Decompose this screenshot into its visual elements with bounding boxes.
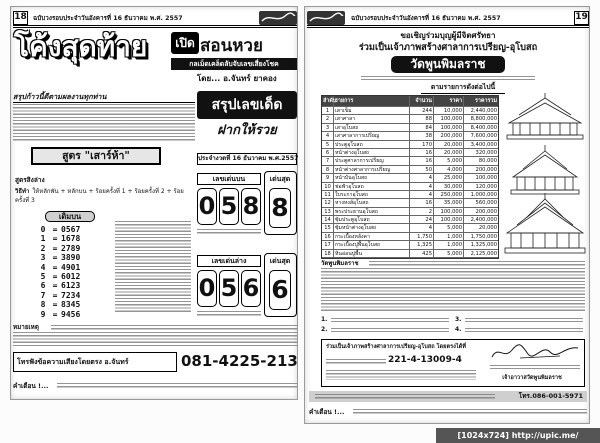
article-lead: สรุปก้าวนี้ดีตามผลงานทุกท่าน	[13, 91, 195, 103]
newspaper-logo	[307, 11, 345, 25]
list-item-number: 3.	[455, 316, 462, 323]
table-cell: 84	[410, 124, 434, 132]
table-row	[322, 183, 498, 191]
row-value: 6012	[61, 271, 81, 281]
table-cell: 14	[322, 216, 334, 224]
donation-headline: ร่วมเป็นเจ้าภาพสร้างศาลาการเปรียญ-อุโบสถ	[358, 42, 538, 53]
headline-title: โค้งสุดท้าย	[14, 30, 148, 63]
table-cell: ซุ้มประตูอุโบสถ	[334, 216, 410, 224]
table-row	[322, 132, 498, 140]
table-cell: 8,800,000	[470, 116, 497, 123]
table-cell: 12	[322, 199, 334, 207]
illegible-account-name	[326, 370, 476, 380]
bottom-number-label: เลขเด่นล่าง	[197, 255, 261, 267]
top-best-box	[264, 171, 297, 235]
table-header-cell: รายการ	[334, 96, 410, 107]
equals-sign: =	[52, 271, 58, 281]
table-cell: 2	[322, 115, 334, 123]
page-number: 18	[13, 11, 28, 25]
table-cell: 5,000	[434, 224, 464, 232]
table-cell: 3,400,000	[470, 141, 497, 148]
illegible-signer-name	[490, 365, 580, 369]
table-row	[322, 107, 498, 115]
equals-sign: =	[52, 281, 58, 291]
bottom-digit: 0	[197, 270, 217, 307]
illegible-list-item	[465, 318, 583, 322]
summary-subtitle: ฝากให้รวย	[217, 123, 277, 138]
table-cell: 20,000	[478, 225, 497, 232]
table-cell: 4	[410, 183, 434, 191]
table-cell: 3	[322, 124, 334, 132]
illegible-top-caption	[197, 229, 261, 234]
table-row	[37, 263, 111, 272]
table-cell: 20,000	[434, 141, 464, 149]
table-cell: เสาศาลา	[334, 115, 410, 123]
table-cell: 8	[322, 166, 334, 174]
table-cell: 7,600,000	[470, 133, 497, 140]
table-cell: 11	[322, 191, 334, 199]
table-cell: เสาเข็ม	[334, 107, 410, 115]
warning-label: คำเตือน !...	[309, 408, 345, 416]
table-cell: 5,000	[434, 250, 464, 258]
row-value: 8345	[61, 300, 81, 310]
table-row	[322, 141, 498, 149]
table-cell: 50	[410, 166, 434, 174]
table-cell: 200,000	[475, 166, 497, 173]
digit-table-title: เดิมบน	[45, 211, 95, 222]
bottom-number-digits	[197, 270, 261, 307]
illegible-warning-text	[353, 409, 587, 415]
draw-date: ประจำงวดที่ 16 ธันวาคม พ.ศ.2557	[197, 153, 297, 165]
donation-box	[321, 339, 585, 387]
formula-subtitle: สูตรสิงล่าง	[15, 176, 45, 184]
table-cell: ใบระกาอุโบสถ	[334, 191, 410, 199]
issue-date-header: ฉบับวงรอบประจำวันอังคารที่ 16 ธันวาคม พ.ศ. 2557	[33, 15, 183, 22]
row-key: 9	[40, 309, 46, 319]
image-host-watermark: [1024x724] http://upic.me/	[436, 428, 600, 443]
illegible-address	[361, 76, 535, 80]
table-row	[37, 225, 111, 234]
table-cell: 16	[410, 157, 434, 165]
table-cell: 17	[322, 241, 334, 249]
illegible-bank-name	[326, 359, 386, 364]
right-newspaper-page	[304, 6, 590, 424]
pavilion-illustration	[511, 145, 579, 194]
table-cell: กระเบื้องหลังคา	[334, 233, 410, 241]
row-value: 6123	[61, 281, 81, 291]
row-value: 3890	[61, 253, 81, 263]
top-digit: 0	[197, 188, 217, 225]
newspaper-logo	[259, 11, 297, 25]
top-number-digits	[197, 188, 261, 225]
phone-label: โทรฟังข้อความเสียงโดยตรง อ.จันทร์	[13, 352, 177, 372]
table-cell: 2	[410, 208, 434, 216]
illegible-story-text	[369, 261, 585, 266]
equals-sign: =	[52, 262, 58, 272]
table-cell: 8,400,000	[470, 124, 497, 131]
table-cell: 38	[410, 132, 434, 140]
table-cell: 1,750,000	[470, 233, 497, 240]
top-best-digit: 8	[269, 188, 291, 228]
contact-phone: โทร.086-001-5971	[518, 392, 583, 400]
table-cell: 7	[322, 157, 334, 165]
table-cell: 100,000	[434, 208, 464, 216]
temple-illustrations	[503, 93, 587, 257]
summary-title: สรุปเลขเด็ด	[197, 91, 297, 119]
table-cell: ช่อฟ้าอุโบสถ	[334, 183, 410, 191]
table-cell: 18	[322, 250, 334, 258]
donation-heading: ร่วมเป็นเจ้าภาพสร้างศาลาการเปรียญ-อุโบสถ โดยตรงได้ที่	[326, 344, 466, 350]
ubosot-illustration	[505, 193, 585, 253]
issue-date-header: ฉบับวงรอบประจำวันอังคารที่ 16 ธันวาคม พ.ศ. 2557	[351, 15, 501, 22]
table-row	[322, 233, 498, 241]
equals-sign: =	[52, 225, 58, 234]
table-cell: 1,750	[410, 233, 434, 241]
row-value: 1678	[61, 234, 81, 244]
list-title: ตามรายการดังต่อไปนี้	[421, 82, 505, 94]
table-cell: เสาอุโบสถ	[334, 124, 410, 132]
table-cell: 320,000	[475, 149, 497, 156]
table-row	[37, 281, 111, 290]
top-best-label: เด่นสุด	[269, 175, 291, 183]
illegible-story-text	[321, 268, 585, 312]
table-cell: 35,000	[434, 199, 464, 207]
illegible-formula-notes	[115, 221, 191, 313]
sala-illustration	[507, 93, 583, 139]
table-cell: หางหงส์อุโบสถ	[334, 199, 410, 207]
signer-role: เจ้าอาวาสวัดพูนพิมลราช	[502, 375, 562, 381]
table-row	[37, 300, 111, 309]
illegible-remark-text	[13, 332, 297, 348]
illegible-remark-text	[51, 325, 297, 330]
table-cell: 13	[322, 208, 334, 216]
table-row	[322, 157, 498, 165]
table-cell: 4	[410, 191, 434, 199]
row-value: 7234	[61, 290, 81, 300]
table-cell: เสาศาลาการเปรียญ	[334, 132, 410, 140]
table-row	[37, 272, 111, 281]
table-row	[322, 250, 498, 258]
digit-table	[37, 225, 111, 319]
table-cell: 24	[410, 216, 434, 224]
equals-sign: =	[52, 234, 58, 244]
row-key: 3	[40, 253, 46, 263]
table-row	[37, 310, 111, 319]
table-cell: 425	[410, 250, 434, 258]
author-byline: โดย... อ.จันทร์ ยาคอง	[197, 74, 277, 83]
row-key: 7	[40, 290, 46, 300]
table-cell: 80,000	[478, 158, 497, 165]
headline-tagline: กลเม็ดเคล็ดลับจับเลขเสี่ยงโชค	[171, 58, 297, 70]
table-cell: 1	[322, 107, 334, 115]
table-cell: 100,000	[434, 115, 464, 123]
illegible-contact-text	[315, 394, 495, 399]
table-row	[322, 174, 498, 182]
warning-label: คำเตือน !...	[13, 382, 49, 390]
table-cell: ประตูศาลาการเปรียญ	[334, 157, 410, 165]
row-key: 0	[40, 225, 46, 234]
table-cell: 100,000	[434, 124, 464, 132]
remark-label: หมายเหตุ	[13, 324, 39, 331]
table-cell: 5,000	[434, 157, 464, 165]
table-cell: 1,325	[410, 241, 434, 249]
bottom-best-label: เด่นสุด	[269, 257, 291, 265]
story-lead: วัดพูนพิมลราช	[321, 260, 359, 267]
table-row	[322, 124, 498, 132]
method-text: ให้หลักพัน + หลักบน + ร้อยครั้งที่ 1 + ร้อยครั้งที่ 2 + ร้อยครั้งที่ 3	[15, 188, 184, 204]
bottom-digit: 5	[219, 270, 239, 307]
headline-side-title: สอนหวย	[200, 36, 263, 56]
row-key: 1	[40, 234, 46, 244]
row-key: 5	[40, 271, 46, 281]
table-cell: 200,000	[434, 132, 464, 140]
table-cell: หน้าต่างอุโบสถ	[334, 149, 410, 157]
table-row	[37, 291, 111, 300]
table-cell: 2,440,000	[470, 108, 497, 114]
table-row	[322, 149, 498, 157]
row-key: 4	[40, 262, 46, 272]
row-value: 2789	[61, 243, 81, 253]
table-cell: ซุ้มหน้าต่างอุโบสถ	[334, 224, 410, 232]
table-cell: 4	[322, 132, 334, 140]
illegible-bottom-caption	[197, 311, 261, 316]
table-row	[37, 234, 111, 243]
signature	[490, 342, 580, 362]
table-cell: 2,125,000	[470, 250, 497, 257]
table-cell: 16	[410, 149, 434, 157]
table-cell: 2,400,000	[470, 217, 497, 224]
table-cell: 200,000	[475, 208, 497, 215]
top-digit: 8	[241, 188, 261, 225]
illegible-list-item	[331, 328, 449, 332]
page-header	[13, 10, 297, 28]
table-cell: 100,000	[475, 175, 497, 182]
table-cell: 120,000	[475, 183, 497, 190]
table-cell: 250,000	[434, 191, 464, 199]
table-cell: หน้าต่างศาลาการเปรียญ	[334, 166, 410, 174]
invitation-line: ขอเชิญร่วมบุญผู้มีจิตศรัทธา	[400, 31, 496, 40]
top-digit: 5	[219, 188, 239, 225]
page-number: 19	[574, 11, 589, 25]
illegible-warning-text	[57, 383, 297, 389]
table-row	[322, 241, 498, 249]
table-cell: 25,000	[434, 174, 464, 182]
formula-method	[15, 187, 191, 205]
left-newspaper-page	[10, 6, 298, 400]
table-header-cell: ลำดับ	[322, 96, 334, 107]
table-cell: 4	[410, 174, 434, 182]
table-cell: 10	[322, 183, 334, 191]
table-row	[322, 208, 498, 216]
list-item-number: 1.	[321, 316, 328, 323]
phone-number: 081-4225-213	[181, 352, 298, 370]
table-cell: 16	[410, 199, 434, 207]
table-cell: 244	[410, 107, 434, 115]
row-key: 8	[40, 300, 46, 310]
table-cell: 100,000	[434, 216, 464, 224]
illegible-list-item	[465, 328, 583, 332]
table-cell: 1,000	[434, 233, 464, 241]
bottom-best-box	[264, 253, 297, 317]
row-value: 0567	[61, 225, 81, 234]
top-number-label: เลขเด่นบน	[197, 173, 261, 185]
contact-band	[309, 391, 587, 402]
bottom-best-digit: 6	[269, 270, 291, 310]
table-row	[322, 224, 498, 232]
table-cell: 1,000,000	[470, 191, 497, 198]
table-cell: 16	[322, 233, 334, 241]
table-cell: ประตูอุโบสถ	[334, 141, 410, 149]
bottom-digit: 6	[241, 270, 261, 307]
row-key: 6	[40, 281, 46, 291]
page-header	[307, 10, 589, 28]
table-cell: 1,325,000	[470, 242, 497, 249]
row-value: 9456	[61, 309, 81, 319]
donation-items-table	[321, 95, 499, 259]
table-header-row	[322, 96, 498, 107]
table-cell: 30,000	[434, 183, 464, 191]
formula-title: สูตร "เสาร์ห้า"	[31, 147, 161, 165]
bank-account-number: 221-4-13009-4	[388, 355, 462, 365]
table-cell: 15	[322, 224, 334, 232]
table-row	[322, 115, 498, 123]
table-header-cell: ราคารวม	[474, 98, 497, 104]
table-cell: 9	[322, 174, 334, 182]
table-cell: 4	[410, 224, 434, 232]
equals-sign: =	[52, 300, 58, 310]
illegible-body-text	[13, 104, 195, 142]
method-label: วิธีทำ	[15, 188, 30, 195]
table-cell: 6	[322, 149, 334, 157]
illegible-list-item	[331, 318, 449, 322]
table-row	[37, 244, 111, 253]
list-item-number: 4.	[455, 326, 462, 333]
equals-sign: =	[52, 253, 58, 263]
equals-sign: =	[52, 290, 58, 300]
equals-sign: =	[52, 309, 58, 319]
table-cell: หน้าบันอุโบสถ	[334, 174, 410, 182]
table-cell: 1,000	[434, 241, 464, 249]
table-header-cell: จำนวน	[410, 96, 434, 107]
table-cell: กระเบื้องปูพื้นอุโบสถ	[334, 241, 410, 249]
table-cell: 10,000	[434, 107, 464, 115]
temple-name: วัดพูนพิมลราช	[391, 56, 505, 73]
row-value: 4901	[61, 262, 81, 272]
table-cell: 5	[322, 141, 334, 149]
row-key: 2	[40, 243, 46, 253]
headline-badge: เปิด	[171, 32, 199, 54]
table-cell: 4,000	[434, 166, 464, 174]
table-cell: หินอ่อนปูพื้น	[334, 250, 410, 258]
table-row	[37, 253, 111, 262]
table-row	[322, 199, 498, 207]
table-cell: 20,000	[434, 149, 464, 157]
table-row	[322, 166, 498, 174]
equals-sign: =	[52, 243, 58, 253]
table-cell: 560,000	[475, 200, 497, 207]
table-header-cell: ราคา	[434, 96, 464, 107]
table-cell: 88	[410, 115, 434, 123]
table-row	[322, 216, 498, 224]
table-cell: 170	[410, 141, 434, 149]
list-item-number: 2.	[321, 326, 328, 333]
table-cell: พระประธานอุโบสถ	[334, 208, 410, 216]
table-row	[322, 191, 498, 199]
